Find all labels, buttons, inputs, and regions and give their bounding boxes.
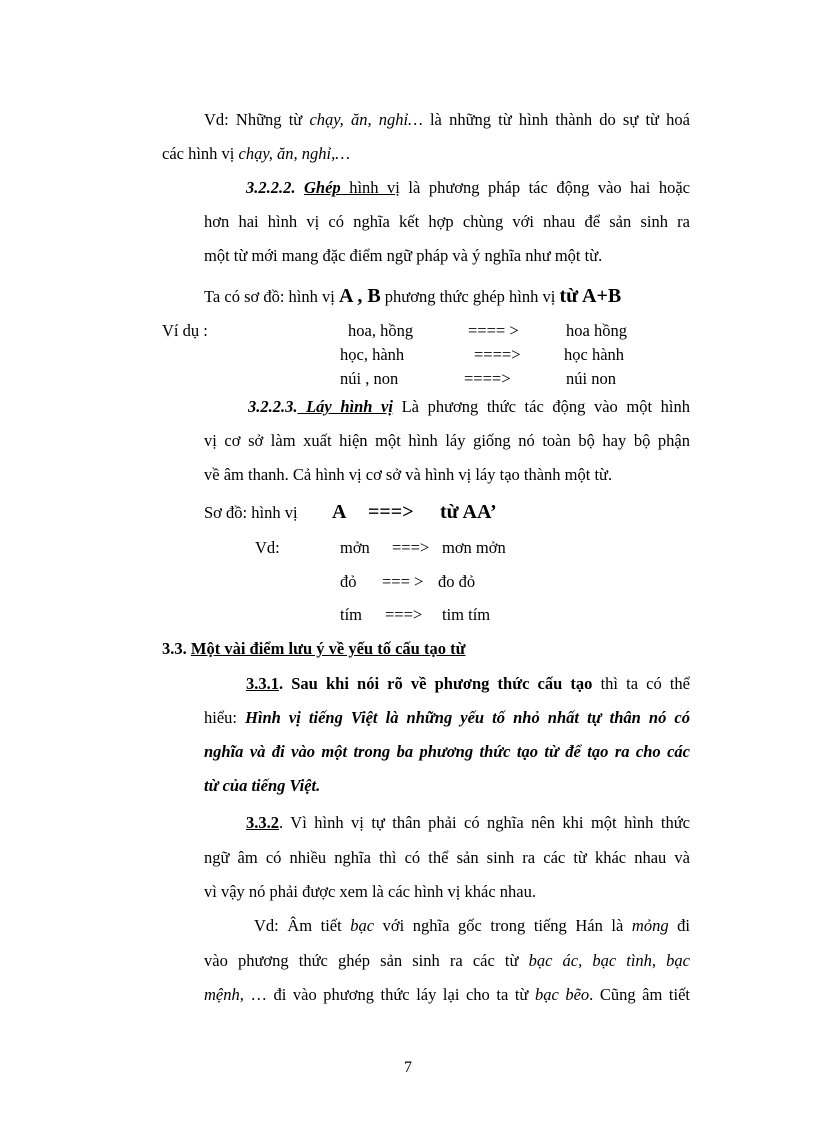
diagram-result: từ AA’ [440, 501, 497, 523]
paragraph-line: nghĩa và đi vào một trong ba phương thức tạo từ để tạo ra cho các [204, 742, 690, 761]
example-right: hoa hồng [566, 321, 627, 340]
paragraph-line: các hình vị chạy, ăn, nghỉ,… [162, 144, 350, 163]
section-heading: 3.3. Một vài điểm lưu ý về yếu tố cấu tạo từ [162, 639, 466, 658]
paragraph-line: Vd: Những từ chạy, ăn, nghỉ… là những từ hình thành do sự từ hoá [204, 110, 690, 129]
example-right: tim tím [442, 605, 491, 624]
example-arrow: ====> [474, 345, 521, 364]
example-right: học hành [564, 345, 625, 364]
section-332-line: 3.3.2. Vì hình vị tự thân phải có nghĩa nên khi một hình thức [246, 813, 690, 832]
diagram-arrow: ===> [368, 501, 414, 523]
example-arrow: ===> [392, 538, 430, 557]
paragraph-line: mệnh, … đi vào phương thức láy lại cho ta từ bạc bẽo. Cũng âm tiết [204, 985, 690, 1004]
page-number: 7 [404, 1059, 412, 1076]
paragraph-line: vì vậy nó phải được xem là các hình vị khác nhau. [204, 882, 536, 901]
diagram-line: Ta có sơ đồ: hình vị A , B phương thức ghép hình vị từ A+B [204, 285, 622, 307]
example-right: núi non [566, 369, 616, 388]
example-arrow: ====> [464, 369, 511, 388]
example-left: tím [340, 605, 363, 624]
paragraph-line: vị cơ sở làm xuất hiện một hình láy giống nó toàn bộ hay bộ phận [204, 431, 690, 450]
example-left: học, hành [340, 345, 405, 364]
example-label: Ví dụ : [162, 321, 208, 340]
example-left: đỏ [340, 572, 357, 591]
paragraph-line: một từ mới mang đặc điểm ngữ pháp và ý nghĩa như một từ. [204, 246, 603, 265]
example-arrow: ==== > [468, 321, 519, 340]
paragraph-line: về âm thanh. Cả hình vị cơ sở và hình vị láy tạo thành một từ. [204, 465, 613, 484]
paragraph-line: hiểu: Hình vị tiếng Việt là những yếu tố nhỏ nhất tự thân nó có [204, 708, 690, 727]
paragraph-line: hơn hai hình vị có nghĩa kết hợp chùng với nhau để sản sinh ra [204, 212, 690, 231]
paragraph-line: ngữ âm có nhiều nghĩa thì có thể sản sinh ra các từ khác nhau và [204, 848, 690, 867]
section-331-line: 3.3.1. Sau khi nói rõ về phương thức cấu tạo thì ta có thể [246, 674, 691, 693]
paragraph-line: vào phương thức ghép sản sinh ra các từ bạc ác, bạc tình, bạc [204, 951, 691, 970]
example-left: hoa, hồng [348, 321, 414, 340]
section-3223-line: 3.2.2.3. Láy hình vị Là phương thức tác động vào một hình [248, 397, 690, 416]
paragraph-line: Vd: Âm tiết bạc với nghĩa gốc trong tiếng Hán là mỏng đi [254, 916, 690, 935]
example-label: Vd: [255, 538, 280, 557]
paragraph-line: từ của tiếng Việt. [204, 776, 321, 795]
example-left: mởn [340, 538, 370, 557]
diagram-a: A [332, 501, 347, 523]
section-3222-line: 3.2.2.2. Ghép hình vị là phương pháp tác động vào hai hoặc [246, 178, 691, 197]
example-left: núi , non [340, 369, 399, 388]
diagram-label: Sơ đồ: hình vị [204, 503, 298, 522]
example-arrow: === > [382, 572, 424, 591]
example-arrow: ===> [385, 605, 423, 624]
example-right: mơn mởn [442, 538, 506, 557]
example-right: đo đỏ [438, 572, 476, 591]
